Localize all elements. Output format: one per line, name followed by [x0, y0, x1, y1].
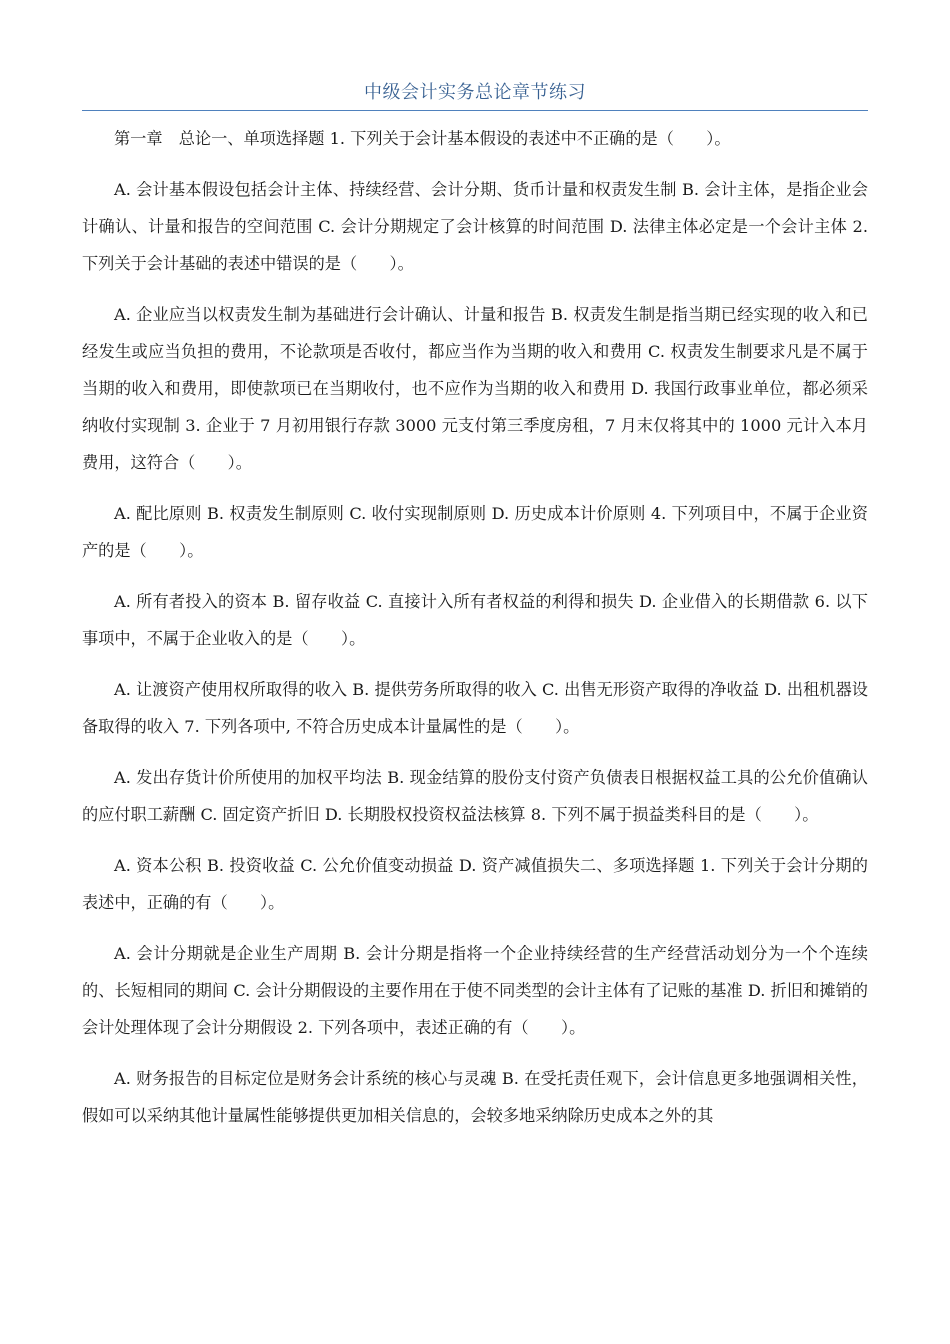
paragraph-7: A. 发出存货计价所使用的加权平均法 B. 现金结算的股份支付资产负债表日根据权益工具的公允价值确认的应付职工薪酬 C. 固定资产折旧 D. 长期股权投资权益法核算 8. 下列不属于损益类科目的是（ ）。: [82, 768, 868, 824]
paragraph-4: A. 配比原则 B. 权责发生制原则 C. 收付实现制原则 D. 历史成本计价原则 4. 下列项目中，不属于企业资产的是（ ）。: [82, 504, 868, 560]
paragraph-3: A. 企业应当以权责发生制为基础进行会计确认、计量和报告 B. 权责发生制是指当期已经实现的收入和已经发生或应当负担的费用，不论款项是否收付，都应当作为当期的收入和费用 C. 权责发生制要求凡是不属于当期的收入和费用，即使款项已在当期收付，也不应作为当期的收入和费用 D. 我国行政事业单位，都必须采纳收付实现制 3. 企业于 7 月初用银行存款 3000 元支付第三季度房租，7 月末仅将其中的 1000 元计入本月费用，这符合（ ）。: [82, 305, 868, 472]
paragraph-6: A. 让渡资产使用权所取得的收入 B. 提供劳务所取得的收入 C. 出售无形资产取得的净收益 D. 出租机器设备取得的收入 7. 下列各项中, 不符合历史成本计量属性的是（ ）。: [82, 680, 868, 736]
paragraph-1: 第一章 总论一、单项选择题 1. 下列关于会计基本假设的表述中不正确的是（ ）。: [114, 129, 731, 148]
paragraph-9: A. 会计分期就是企业生产周期 B. 会计分期是指将一个企业持续经营的生产经营活动划分为一个个连续的、长短相同的期间 C. 会计分期假设的主要作用在于使不同类型的会计主体有了记账的基准 D. 折旧和摊销的会计处理体现了会计分期假设 2. 下列各项中，表述正确的有（ ）。: [82, 944, 868, 1037]
document-body: [82, 120, 868, 1148]
paragraph-10: A. 财务报告的目标定位是财务会计系统的核心与灵魂 B. 在受托责任观下，会计信息更多地强调相关性，假如可以采纳其他计量属性能够提供更加相关信息的，会较多地采纳除历史成本之外的其: [82, 1069, 868, 1125]
page-header: [82, 78, 868, 111]
paragraph-8: A. 资本公积 B. 投资收益 C. 公允价值变动损益 D. 资产减值损失二、多项选择题 1. 下列关于会计分期的表述中，正确的有（ ）。: [82, 856, 868, 912]
page-title: 中级会计实务总论章节练习: [364, 82, 586, 103]
paragraph-2: A. 会计基本假设包括会计主体、持续经营、会计分期、货币计量和权责发生制 B. 会计主体，是指企业会计确认、计量和报告的空间范围 C. 会计分期规定了会计核算的时间范围 D. 法律主体必定是一个会计主体 2. 下列关于会计基础的表述中错误的是（ ）。: [82, 180, 868, 273]
paragraph-5: A. 所有者投入的资本 B. 留存收益 C. 直接计入所有者权益的利得和损失 D. 企业借入的长期借款 6. 以下事项中，不属于企业收入的是（ ）。: [82, 592, 868, 648]
